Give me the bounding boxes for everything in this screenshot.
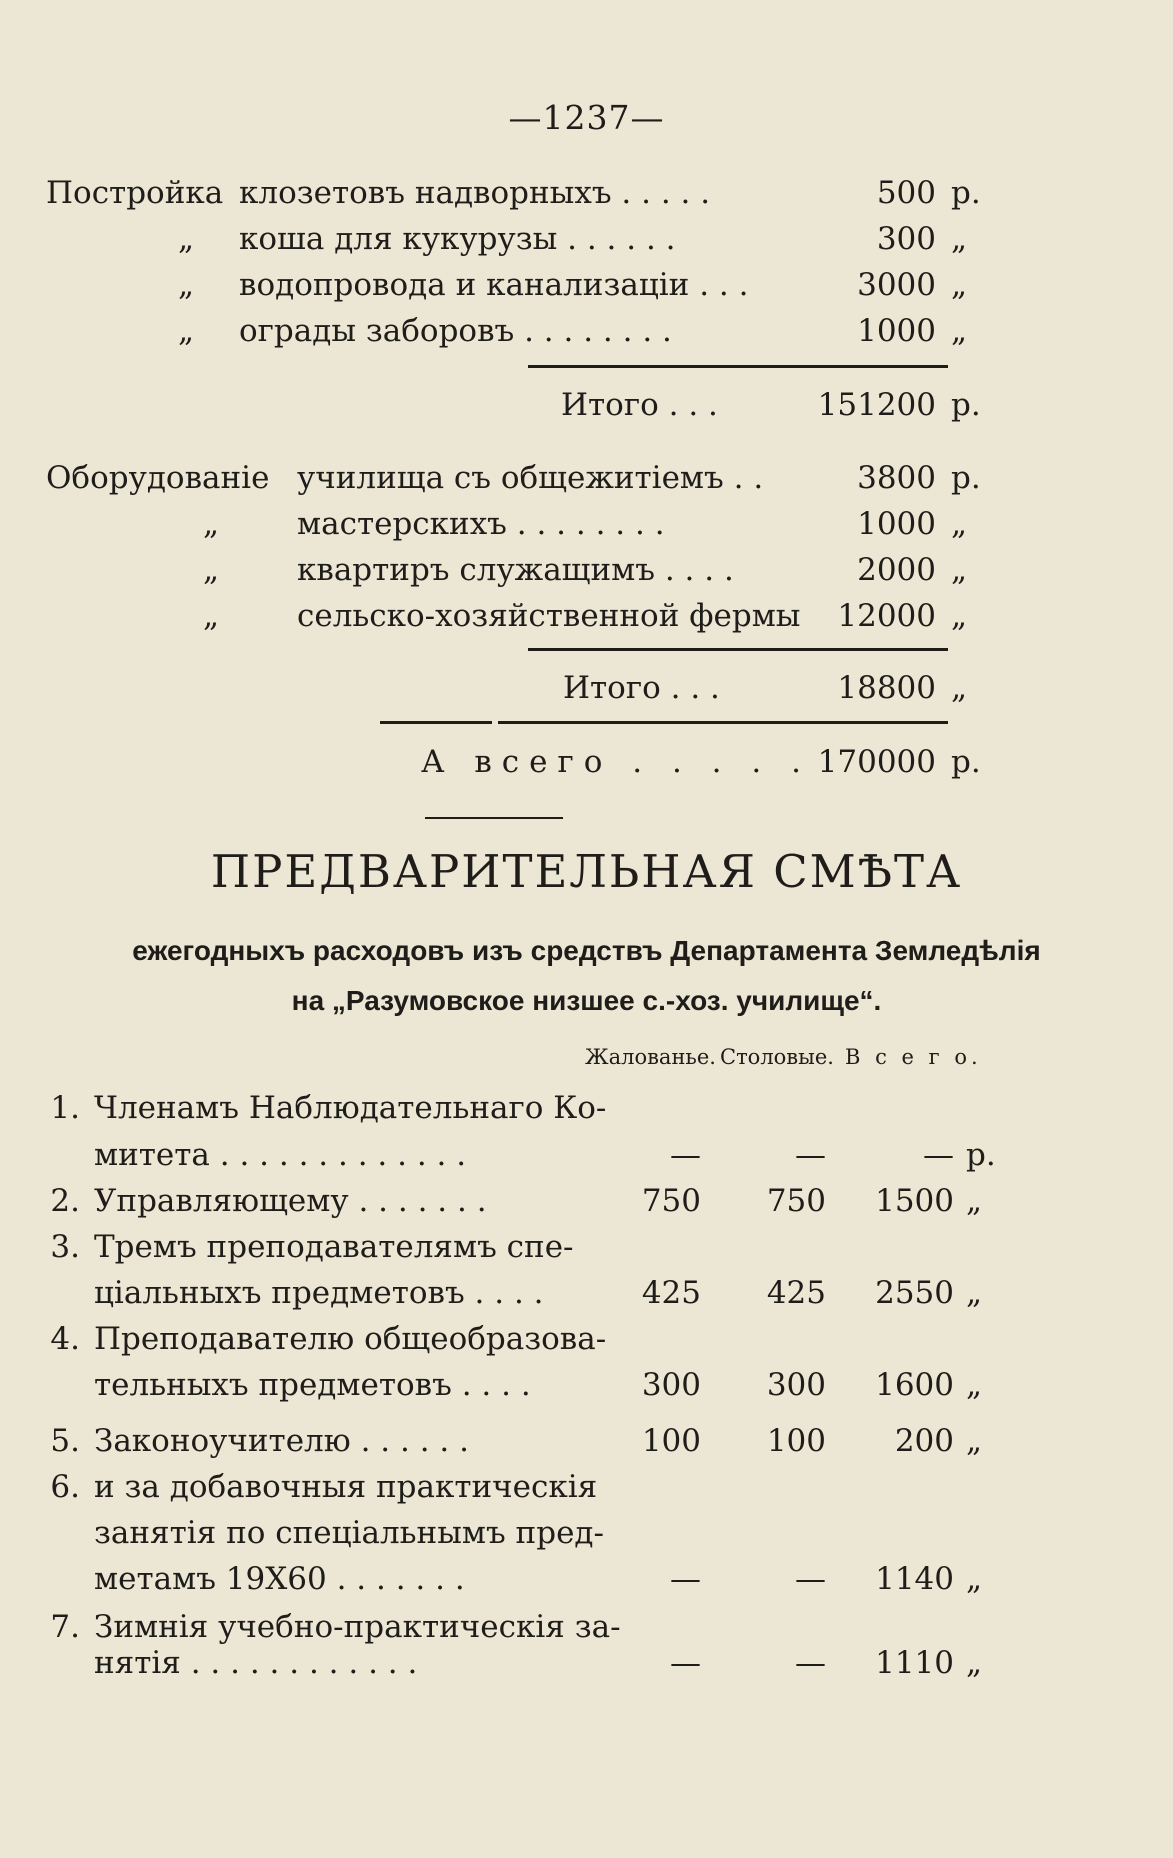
row-number: 5.: [50, 1423, 80, 1459]
item-value: 3800: [857, 460, 936, 496]
total-cell: 200: [894, 1423, 954, 1459]
section-divider: [425, 817, 563, 819]
salary-cell: —: [670, 1137, 701, 1173]
salary-cell: —: [670, 1645, 701, 1681]
table-row: [46, 1086, 946, 1130]
grand-total-value: 170000: [817, 744, 936, 780]
grand-total-row: [46, 740, 981, 784]
table-row: [46, 1511, 946, 1555]
table-row: [46, 1133, 996, 1177]
table-row: [46, 1465, 946, 1509]
total-cell: 1140: [875, 1561, 954, 1597]
row-number: 3.: [50, 1229, 80, 1265]
total-cell: 1500: [875, 1183, 954, 1219]
table-row: [46, 1225, 946, 1269]
total-cell: —: [923, 1137, 954, 1173]
item-label: ограды заборовъ . . . . . . . .: [239, 313, 672, 349]
item-label: коша для кукурузы . . . . . .: [239, 221, 676, 257]
board-cell: 750: [766, 1183, 826, 1219]
row-text: Управляющему . . . . . . .: [94, 1183, 487, 1219]
row-text: тельныхъ предметовъ . . . .: [94, 1367, 531, 1403]
item-label: квартиръ служащимъ . . . .: [297, 552, 734, 588]
column-header-board: Столовые.: [720, 1045, 834, 1069]
ditto-mark: „: [177, 221, 195, 257]
table-row: [46, 1363, 983, 1407]
row-text: и за добавочныя практическія: [94, 1469, 598, 1505]
ditto-mark: „: [202, 552, 220, 588]
subtitle-line-1: ежегодныхъ расходовъ изъ средствъ Департамента Земледѣлія: [132, 935, 1041, 966]
ditto-mark: „: [202, 506, 220, 542]
row-text: занятія по спеціальнымъ пред-: [94, 1515, 604, 1551]
salary-cell: 750: [641, 1183, 701, 1219]
subtotal-row: [46, 383, 981, 427]
grand-total-unit: р.: [951, 744, 981, 780]
row-text: Членамъ Наблюдательнаго Ко-: [94, 1090, 607, 1126]
table-row: [46, 1317, 946, 1361]
item-unit: р.: [951, 460, 981, 496]
total-cell: 1600: [875, 1367, 954, 1403]
item-label: клозетовъ надворныхъ . . . . .: [239, 175, 711, 211]
board-cell: 425: [766, 1275, 826, 1311]
list-item: [46, 456, 981, 500]
item-value: 12000: [837, 598, 936, 634]
row-text: Преподавателю общеобразова-: [94, 1321, 607, 1357]
row-text: митета . . . . . . . . . . . . .: [94, 1137, 467, 1173]
board-cell: 300: [766, 1367, 826, 1403]
subtotal-value: 151200: [817, 387, 936, 423]
item-label: водопровода и канализаціи . . .: [239, 267, 749, 303]
list-item: [46, 171, 981, 215]
subtotal-row: [46, 666, 968, 710]
item-label: училища съ общежитіемъ . .: [297, 460, 764, 496]
table-row: [46, 1419, 983, 1463]
ditto-mark: „: [177, 313, 195, 349]
salary-cell: —: [670, 1561, 701, 1597]
list-item: [46, 217, 968, 261]
list-item: [46, 502, 968, 546]
column-header-total: В с е г о.: [845, 1045, 982, 1069]
row-text: метамъ 19Х60 . . . . . . .: [94, 1561, 465, 1597]
item-unit: „: [951, 552, 968, 588]
item-value: 3000: [857, 267, 936, 303]
divider: [498, 721, 948, 724]
item-marker: Оборудованіе: [46, 460, 270, 496]
table-row: [46, 1641, 983, 1685]
row-number: 4.: [50, 1321, 80, 1357]
list-item: [46, 263, 968, 307]
table-row: [46, 1557, 983, 1601]
item-label: мастерскихъ . . . . . . . .: [297, 506, 665, 542]
unit-cell: „: [966, 1423, 983, 1459]
item-value: 500: [876, 175, 936, 211]
subtitle-line-2: на „Разумовское низшее с.-хоз. училище“.: [291, 985, 882, 1016]
total-cell: 1110: [875, 1645, 954, 1681]
list-item: [46, 594, 968, 638]
table-row: [46, 1271, 983, 1315]
subtotal-unit: „: [951, 670, 968, 706]
unit-cell: „: [966, 1275, 983, 1311]
unit-cell: „: [966, 1645, 983, 1681]
item-unit: „: [951, 598, 968, 634]
item-value: 2000: [857, 552, 936, 588]
item-unit: р.: [951, 175, 981, 211]
unit-cell: „: [966, 1183, 983, 1219]
column-header-salary: Жалованье.: [585, 1045, 716, 1069]
item-value: 1000: [857, 506, 936, 542]
page-number: —1237—: [508, 98, 665, 137]
subtotal-label: Итого . . .: [561, 387, 718, 423]
salary-cell: 425: [641, 1275, 701, 1311]
divider: [528, 648, 948, 651]
board-cell: —: [795, 1137, 826, 1173]
list-item: [46, 309, 968, 353]
board-cell: —: [795, 1645, 826, 1681]
row-number: 6.: [50, 1469, 80, 1505]
row-number: 1.: [50, 1090, 80, 1126]
subtotal-value: 18800: [837, 670, 936, 706]
divider: [380, 721, 492, 724]
subtotal-label: Итого . . .: [563, 670, 720, 706]
item-value: 1000: [857, 313, 936, 349]
salary-cell: 300: [641, 1367, 701, 1403]
board-cell: 100: [766, 1423, 826, 1459]
item-unit: „: [951, 267, 968, 303]
row-text: Тремъ преподавателямъ спе-: [94, 1229, 574, 1265]
row-text: ціальныхъ предметовъ . . . .: [94, 1275, 544, 1311]
row-text: Зимнія учебно-практическія за-: [94, 1609, 621, 1645]
row-text: Законоучителю . . . . . .: [94, 1423, 469, 1459]
row-text: нятія . . . . . . . . . . . .: [94, 1645, 418, 1681]
row-number: 7.: [50, 1609, 80, 1645]
ditto-mark: „: [202, 598, 220, 634]
row-number: 2.: [50, 1183, 80, 1219]
item-label: сельско-хозяйственной фермы: [297, 598, 801, 634]
unit-cell: „: [966, 1367, 983, 1403]
total-cell: 2550: [875, 1275, 954, 1311]
unit-cell: „: [966, 1561, 983, 1597]
item-unit: „: [951, 221, 968, 257]
ditto-mark: „: [177, 267, 195, 303]
salary-cell: 100: [641, 1423, 701, 1459]
item-marker: Постройка: [46, 175, 224, 211]
item-value: 300: [876, 221, 936, 257]
unit-cell: р.: [966, 1137, 996, 1173]
list-item: [46, 548, 968, 592]
table-row: [46, 1179, 983, 1223]
subtotal-unit: р.: [951, 387, 981, 423]
item-unit: „: [951, 506, 968, 542]
page-title: ПРЕДВАРИТЕЛЬНАЯ СМѢТА: [210, 845, 963, 898]
divider: [528, 365, 948, 368]
grand-total-label: А всего . . . . .: [421, 744, 811, 780]
item-unit: „: [951, 313, 968, 349]
board-cell: —: [795, 1561, 826, 1597]
